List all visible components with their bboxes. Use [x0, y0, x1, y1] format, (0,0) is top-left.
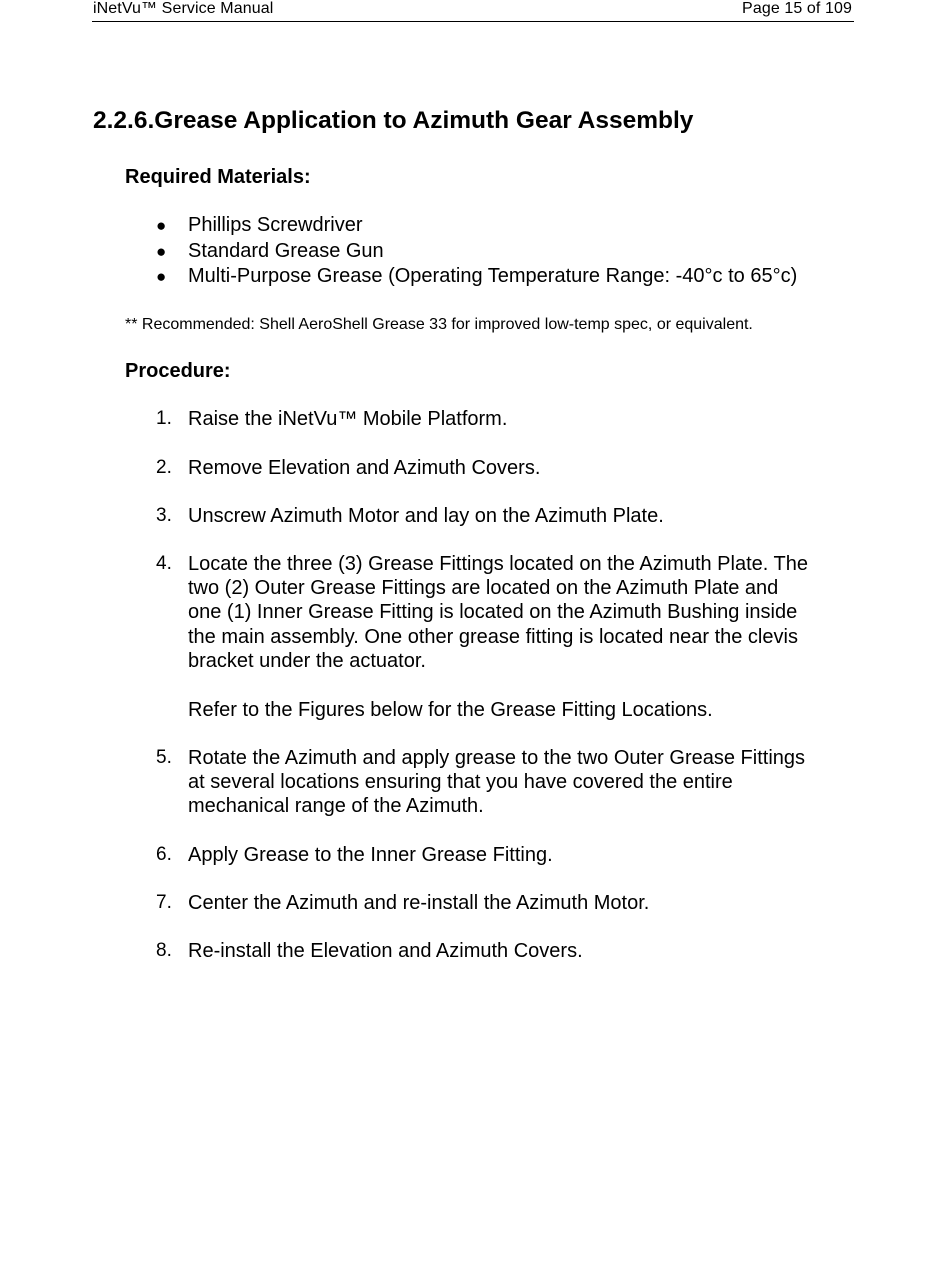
list-item — [0, 239, 950, 265]
page-number: Page 15 of 109 — [742, 0, 852, 17]
material-grease: Multi-Purpose Grease (Operating Temperature Range: -40°c to 65°c) — [188, 265, 798, 287]
recommendation-note: ** Recommended: Shell AeroShell Grease 33 for improved low-temp spec, or equivalent. — [125, 316, 753, 333]
material-grease-gun: Standard Grease Gun — [188, 239, 384, 262]
list-item — [0, 264, 950, 290]
page-header — [92, 0, 854, 22]
step-text: Locate the three (3) Grease Fittings located on the Azimuth Plate. The two (2) Outer Grease Fittings are located on the Azimuth Plate and one (1) Inner Grease Fitting is located on the Azimuth Bushing inside the main assembly. One other grease fitting is located near the clevis bracket under the actuator. — [188, 553, 808, 672]
bullet-icon: ● — [156, 216, 167, 235]
procedure-heading: Procedure: — [125, 360, 231, 382]
bullet-icon: ● — [156, 241, 167, 261]
step-text: Rotate the Azimuth and apply grease to the two Outer Grease Fittings at several locations ensuring that you have covered the entire mechanical range of the Azimuth. — [188, 747, 806, 818]
step-number: 3. — [156, 505, 172, 526]
manual-title: iNetVu™ Service Manual — [93, 0, 274, 17]
materials-list — [0, 213, 950, 290]
step-text: Unscrew Azimuth Motor and lay on the Azimuth Plate. — [188, 505, 664, 527]
step-number: 5. — [156, 747, 172, 768]
bullet-icon: ● — [156, 267, 167, 286]
step-text: Re-install the Elevation and Azimuth Covers. — [188, 940, 583, 962]
step-number: 8. — [156, 940, 172, 961]
step-number: 7. — [156, 892, 172, 913]
list-item — [0, 213, 950, 239]
step-number: 1. — [156, 408, 172, 429]
figures-reference-note: Refer to the Figures below for the Grease Fitting Locations. — [188, 699, 713, 721]
step-number: 2. — [156, 457, 172, 478]
step-number: 4. — [156, 553, 172, 574]
step-text: Center the Azimuth and re-install the Azimuth Motor. — [188, 892, 650, 914]
step-text: Remove Elevation and Azimuth Covers. — [188, 457, 541, 479]
step-text: Raise the iNetVu™ Mobile Platform. — [188, 408, 508, 430]
step-number: 6. — [156, 844, 172, 865]
required-materials-heading: Required Materials: — [125, 166, 311, 188]
material-phillips-screwdriver: Phillips Screwdriver — [188, 214, 363, 236]
section-title: 2.2.6.Grease Application to Azimuth Gear Assembly — [93, 107, 694, 134]
step-text: Apply Grease to the Inner Grease Fitting. — [188, 844, 553, 866]
